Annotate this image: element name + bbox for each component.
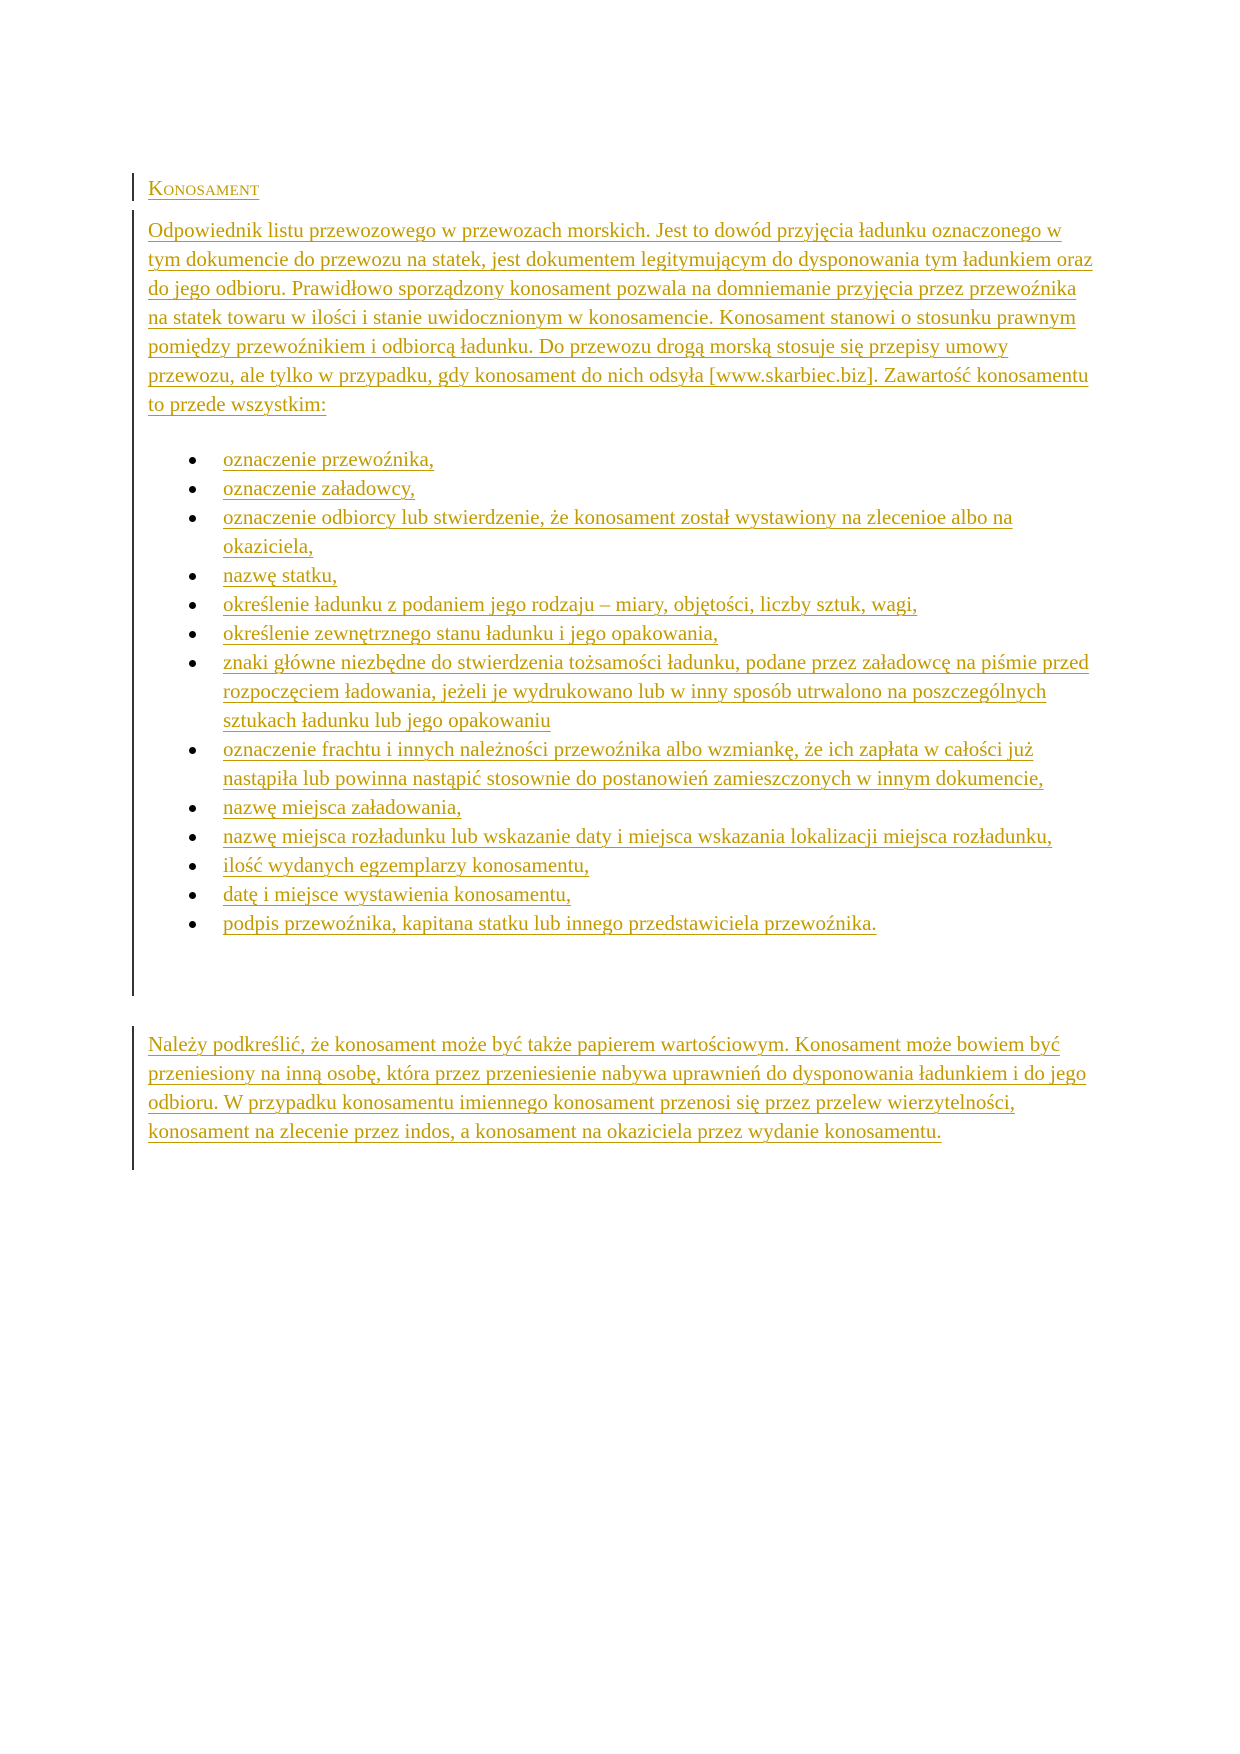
list-item <box>148 851 1093 880</box>
list-item <box>148 474 1093 503</box>
list-item-text: nazwę miejsca załadowania, <box>223 795 462 819</box>
change-bar-heading <box>132 173 134 201</box>
list-item-text: datę i miejsce wystawienia konosamentu, <box>223 882 572 906</box>
list-item-text: oznaczenie frachtu i innych należności przewoźnika albo wzmiankę, że ich zapłata w całości już nastąpiła lub powinna nastąpić stosownie do postanowień zamieszczonych w innym dokumencie, <box>223 737 1044 790</box>
list-item-text: określenie ładunku z podaniem jego rodzaju – miary, objętości, liczby sztuk, wagi, <box>223 592 918 616</box>
list-item <box>148 445 1093 474</box>
list-item-text: podpis przewoźnika, kapitana statku lub innego przedstawiciela przewoźnika. <box>223 911 877 935</box>
list-item-text: oznaczenie przewoźnika, <box>223 447 435 471</box>
document-heading: Konosament <box>148 176 260 200</box>
list-item <box>148 822 1093 851</box>
list-item-text: określenie zewnętrznego stanu ładunku i jego opakowania, <box>223 621 719 645</box>
list-item-text: oznaczenie odbiorcy lub stwierdzenie, że konosament został wystawiony na zlecenioe albo na okaziciela, <box>223 505 1013 558</box>
change-bar-closing <box>132 1026 134 1170</box>
list-item <box>148 909 1093 938</box>
list-item-text: ilość wydanych egzemplarzy konosamentu, <box>223 853 590 877</box>
intro-paragraph: Odpowiednik listu przewozowego w przewozach morskich. Jest to dowód przyjęcia ładunku oznaczonego w tym dokumencie do przewozu na statek, jest dokumentem legitymującym do dysponowania tym ładunkiem oraz do jego odbioru. Prawidłowo sporządzony konosament pozwala na domniemanie przyjęcia przez przewoźnika na statek towaru w ilości i stanie uwidocznionym w konosamencie. Konosament stanowi o stosunku prawnym pomiędzy przewoźnikiem i odbiorcą ładunku. Do przewozu drogą morską stosuje się przepisy umowy przewozu, ale tylko w przypadku, gdy konosament do nich odsyła [www.skarbiec.biz]. Zawartość konosamentu to przede wszystkim: <box>148 218 1093 416</box>
list-item <box>148 503 1093 561</box>
list-item <box>148 648 1093 735</box>
list-item <box>148 735 1093 793</box>
list-item-text: nazwę statku, <box>223 563 338 587</box>
list-item <box>148 619 1093 648</box>
list-item <box>148 793 1093 822</box>
contents-list <box>148 445 1093 938</box>
change-bar-body <box>132 210 134 996</box>
list-item-text: znaki główne niezbędne do stwierdzenia tożsamości ładunku, podane przez załadowcę na piśmie przed rozpoczęciem ładowania, jeżeli je wydrukowano lub w inny sposób utrwalono na poszczególnych sztukach ładunku lub jego opakowaniu <box>223 650 1089 732</box>
list-item <box>148 880 1093 909</box>
list-item <box>148 561 1093 590</box>
list-item-text: oznaczenie załadowcy, <box>223 476 416 500</box>
list-item-text: nazwę miejsca rozładunku lub wskazanie daty i miejsca wskazania lokalizacji miejsca rozładunku, <box>223 824 1053 848</box>
list-item <box>148 590 1093 619</box>
closing-paragraph: Należy podkreślić, że konosament może być także papierem wartościowym. Konosament może bowiem być przeniesiony na inną osobę, która przez przeniesienie nabywa uprawnień do dysponowania ładunkiem i do jego odbioru. W przypadku konosamentu imiennego konosament przenosi się przez przelew wierzytelności, konosament na zlecenie przez indos, a konosament na okaziciela przez wydanie konosamentu. <box>148 1032 1087 1143</box>
